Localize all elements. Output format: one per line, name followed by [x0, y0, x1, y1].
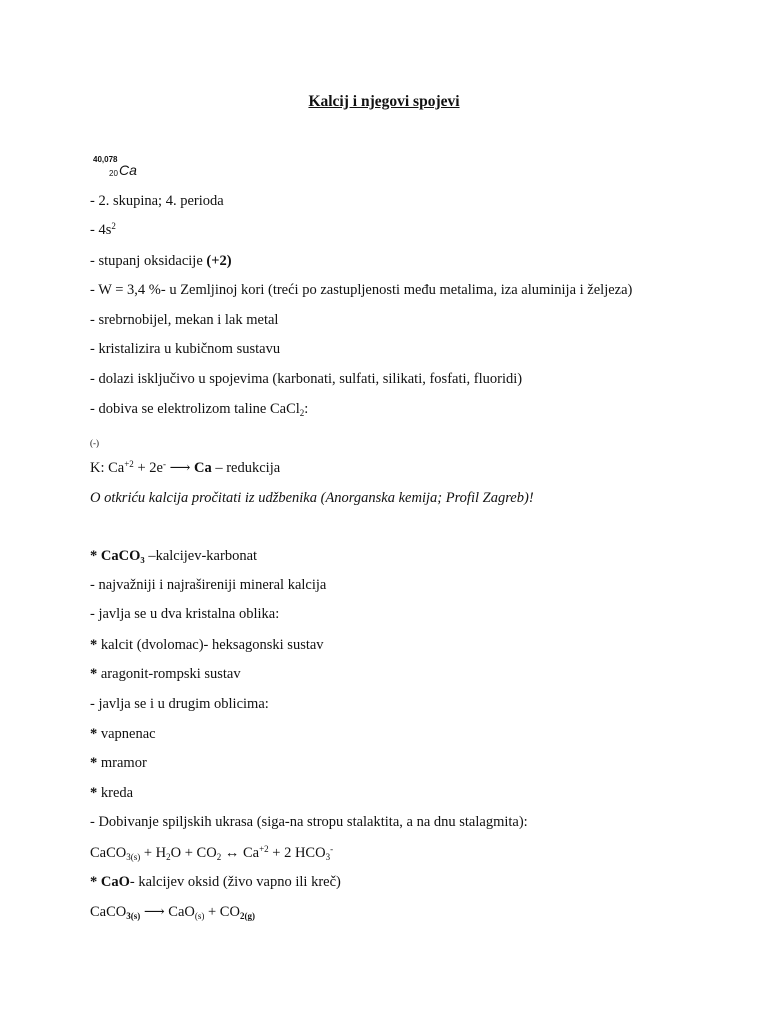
text-span: CaCO — [90, 904, 127, 920]
text-span: + 2 HCO — [268, 845, 326, 861]
text-line-cave-formations: - Dobivanje spiljskih ukrasa (siga-na stropu stalaktita, a na dnu stalagmita): — [90, 814, 528, 830]
bold-span: Ca — [193, 460, 212, 476]
text-span: + H — [140, 845, 167, 861]
text-line-group-period: - 2. skupina; 4. perioda — [90, 193, 224, 209]
text-line-cathode-reaction — [90, 459, 280, 477]
superscript: - — [162, 459, 166, 469]
bullet-star: * — [90, 726, 101, 742]
subscript: 3(s) — [126, 911, 141, 921]
text-line-reading-note: O otkriću kalcija pročitati iz udžbenika (Anorganska kemija; Profil Zagreb)! — [90, 490, 534, 506]
text-span: CaCO — [90, 845, 127, 861]
equation-cave-formation — [90, 844, 333, 862]
text-span: - kalcijev oksid (živo vapno ili kreč) — [129, 874, 341, 890]
text-span: - stupanj oksidacije — [90, 253, 207, 269]
text-line-cathode-sign: (-) — [90, 438, 99, 448]
text-span: – redukcija — [211, 460, 281, 476]
subscript: 2 — [166, 852, 171, 862]
subscript: 2 — [299, 408, 305, 418]
nuclide-atomic-number: 20 — [109, 169, 118, 178]
text-span: vapnenac — [100, 726, 156, 742]
bold-span: (+2) — [206, 253, 232, 269]
text-line-crystal: - kristalizira u kubičnom sustavu — [90, 341, 281, 357]
bullet-star: * — [90, 637, 101, 653]
text-span: –kalcijev-karbonat — [144, 548, 258, 564]
bullet-star: * — [90, 666, 101, 682]
text-line-crystal-forms: - javlja se u dva kristalna oblika: — [90, 606, 280, 622]
text-span: aragonit-rompski sustav — [100, 666, 241, 682]
text-line-mineral: - najvažniji i najrašireniji mineral kalcija — [90, 577, 327, 593]
text-span: + 2e — [133, 460, 163, 476]
text-span: mramor — [100, 755, 147, 771]
text-span: kalcit (dvolomac)- heksagonski sustav — [100, 637, 324, 653]
bold-span: CaCO₃ — [100, 548, 145, 564]
subscript: 3 — [325, 852, 331, 862]
text-line-electron-config — [90, 221, 116, 239]
text-line-oxidation-state — [90, 252, 232, 270]
bullet-star: * — [90, 548, 101, 564]
text-span: - dobiva se elektrolizom taline CaCl — [90, 401, 300, 417]
text-line-occurrence: - dolazi isključivo u spojevima (karbonati, sulfati, silikati, fosfati, fluoridi) — [90, 371, 523, 387]
subscript: 3(s) — [126, 852, 141, 862]
bullet-star: * — [90, 874, 101, 890]
text-line-other-forms: - javlja se i u drugim oblicima: — [90, 696, 269, 712]
text-span: ↔ Ca — [221, 845, 260, 861]
bold-span: CaO — [100, 874, 130, 890]
superscript: 2 — [111, 221, 116, 231]
text-line-marble — [90, 754, 147, 772]
bullet-star: * — [90, 785, 101, 801]
text-line-chalk — [90, 784, 133, 802]
text-span: - 4s — [90, 222, 112, 238]
text-span: K: Ca — [90, 460, 125, 476]
text-line-limestone — [90, 725, 156, 743]
text-line-cao-heading — [90, 873, 341, 891]
arrow-symbol: ⟶ — [165, 460, 194, 476]
subscript: (s) — [194, 911, 205, 921]
document-title: Kalcij i njegovi spojevi — [308, 93, 460, 110]
text-span: ⟶ CaO — [140, 904, 195, 920]
equation-calcination — [90, 903, 255, 921]
nuclide-mass-number: 40,078 — [93, 155, 118, 164]
superscript: +2 — [259, 844, 269, 854]
superscript: - — [330, 844, 334, 854]
text-span: : — [304, 401, 309, 417]
subscript: 2 — [216, 852, 222, 862]
subscript: 2(g) — [239, 911, 255, 921]
text-span: O + CO — [170, 845, 217, 861]
text-span: + CO — [204, 904, 240, 920]
text-line-appearance: - srebrnobijel, mekan i lak metal — [90, 312, 279, 328]
text-line-electrolysis — [90, 400, 308, 418]
bullet-star: * — [90, 755, 101, 771]
text-span: kreda — [100, 785, 134, 801]
superscript: +2 — [124, 459, 134, 469]
text-line-calcite — [90, 636, 324, 654]
text-line-aragonite — [90, 665, 241, 683]
nuclide-symbol: Ca — [119, 162, 137, 178]
text-line-caco3-heading — [90, 547, 257, 565]
text-line-abundance: - W = 3,4 %- u Zemljinoj kori (treći po zastupljenosti među metalima, iza aluminija i željeza) — [90, 282, 633, 298]
